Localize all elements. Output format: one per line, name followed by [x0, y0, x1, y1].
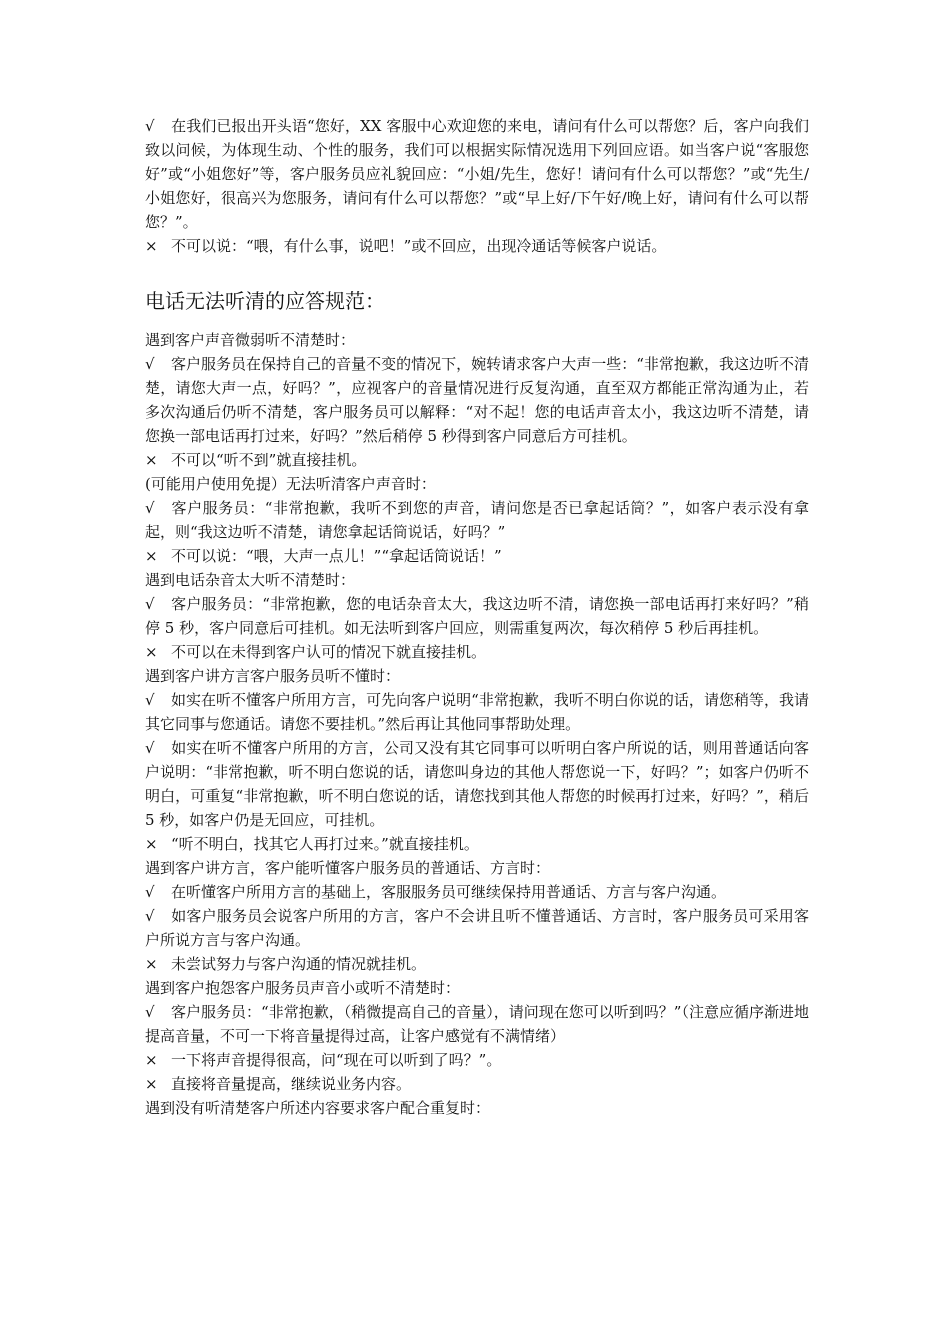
guideline-item	[145, 448, 809, 472]
scenario-heading	[145, 856, 809, 880]
scenario-heading	[145, 664, 809, 688]
guideline-item	[145, 904, 809, 952]
scenario-heading	[145, 328, 809, 352]
check-mark-icon: √	[145, 1003, 155, 1021]
scenario-text: (可能用户使用免提）无法听清客户声音时：	[145, 475, 436, 493]
guideline-text: 一下将声音提得很高，问“现在可以听到了吗？”。	[171, 1051, 502, 1069]
check-mark-icon: √	[145, 499, 155, 517]
guideline-item	[145, 352, 809, 448]
check-mark-icon: √	[145, 739, 155, 757]
guideline-text: 客户服务员：“非常抱歉，（稍微提高自己的音量），请问现在您可以听到吗？”（注意应循序渐进地提高音量，不可一下将音量提得过高，让客户感觉有不满情绪）	[145, 1003, 809, 1045]
guideline-item	[145, 880, 809, 904]
scenario-text: 遇到客户讲方言客户服务员听不懂时：	[145, 667, 401, 685]
guideline-text: 直接将音量提高，继续说业务内容。	[171, 1075, 412, 1093]
intro-text: 不可以说：“喂，有什么事，说吧！”或不回应，出现冷通话等候客户说话。	[171, 237, 667, 255]
cross-mark-icon: ×	[145, 237, 158, 255]
guideline-text: 不可以“听不到”就直接挂机。	[171, 451, 367, 469]
check-mark-icon: √	[145, 117, 155, 135]
guideline-item	[145, 544, 809, 568]
scenario-text: 遇到客户声音微弱听不清楚时：	[145, 331, 356, 349]
guideline-text: 客户服务员：“非常抱歉，我听不到您的声音，请问您是否已拿起话筒？”，如客户表示没有拿起，则“我这边听不清楚，请您拿起话筒说话，好吗？”	[145, 499, 809, 541]
guideline-item	[145, 1000, 809, 1048]
guideline-item	[145, 592, 809, 640]
guideline-item	[145, 1072, 809, 1096]
scenario-heading	[145, 976, 809, 1000]
cross-mark-icon: ×	[145, 547, 158, 565]
check-mark-icon: √	[145, 883, 155, 901]
guideline-text: 如实在听不懂客户所用的方言，公司又没有其它同事可以听明白客户所说的话，则用普通话向客户说明：“非常抱歉，听不明白您说的话，请您叫身边的其他人帮您说一下，好吗？”；如客户仍听不明白，可重复“非常抱歉，听不明白您说的话，请您找到其他人帮您的时候再打过来，好吗？”，稍后 5 秒，如客户仍是无回应，可挂机。	[145, 739, 809, 829]
document-page	[145, 114, 809, 1120]
cross-mark-icon: ×	[145, 835, 158, 853]
check-mark-icon: √	[145, 355, 155, 373]
cross-mark-icon: ×	[145, 1051, 158, 1069]
check-mark-icon: √	[145, 595, 155, 613]
guideline-text: 不可以说：“喂，大声一点儿！”“拿起话筒说话！”	[171, 547, 502, 565]
guideline-text: “听不明白，找其它人再打过来。”就直接挂机。	[171, 835, 479, 853]
guideline-text: 客户服务员：“非常抱歉，您的电话杂音太大，我这边听不清，请您换一部电话再打来好吗？”稍停 5 秒，客户同意后可挂机。如无法听到客户回应，则需重复两次，每次稍停 5 秒后再挂机。	[145, 595, 809, 637]
guideline-text: 在听懂客户所用方言的基础上，客服服务员可继续保持用普通话、方言与客户沟通。	[171, 883, 727, 901]
guideline-item	[145, 832, 809, 856]
guideline-item	[145, 640, 809, 664]
scenario-heading	[145, 472, 809, 496]
cross-mark-icon: ×	[145, 1075, 158, 1093]
section-title: 电话无法听清的应答规范：	[145, 289, 385, 313]
scenario-text: 遇到电话杂音太大听不清楚时：	[145, 571, 356, 589]
cross-mark-icon: ×	[145, 643, 158, 661]
cross-mark-icon: ×	[145, 451, 158, 469]
check-mark-icon: √	[145, 691, 155, 709]
guideline-text: 如客户服务员会说客户所用的方言，客户不会讲且听不懂普通话、方言时，客户服务员可采用客户所说方言与客户沟通。	[145, 907, 809, 949]
guideline-text: 不可以在未得到客户认可的情况下就直接挂机。	[171, 643, 487, 661]
intro-item	[145, 114, 809, 234]
scenario-text: 遇到没有听清楚客户所述内容要求客户配合重复时：	[145, 1099, 491, 1117]
guideline-item	[145, 1048, 809, 1072]
intro-text: 在我们已报出开头语“您好，XX 客服中心欢迎您的来电，请问有什么可以帮您？后，客户向我们致以问候，为体现生动、个性的服务，我们可以根据实际情况选用下列回应语。如当客户说“客服您好”或“小姐您好”等，客户服务员应礼貌回应：“小姐/先生，您好！请问有什么可以帮您？”或“先生/小姐您好，很高兴为您服务，请问有什么可以帮您？”或“早上好/下午好/晚上好，请问有什么可以帮您？”。	[145, 117, 809, 231]
scenario-heading	[145, 568, 809, 592]
cross-mark-icon: ×	[145, 955, 158, 973]
scenario-text: 遇到客户讲方言，客户能听懂客户服务员的普通话、方言时：	[145, 859, 551, 877]
guideline-item	[145, 736, 809, 832]
intro-item	[145, 234, 809, 258]
guideline-text: 如实在听不懂客户所用方言，可先向客户说明“非常抱歉，我听不明白你说的话，请您稍等，我请其它同事与您通话。请您不要挂机。”然后再让其他同事帮助处理。	[145, 691, 809, 733]
guideline-text: 未尝试努力与客户沟通的情况就挂机。	[171, 955, 427, 973]
check-mark-icon: √	[145, 907, 155, 925]
scenario-text: 遇到客户抱怨客户服务员声音小或听不清楚时：	[145, 979, 461, 997]
guideline-item	[145, 688, 809, 736]
guideline-item	[145, 952, 809, 976]
guideline-text: 客户服务员在保持自己的音量不变的情况下，婉转请求客户大声一些：“非常抱歉，我这边听不清楚，请您大声一点，好吗？”，应视客户的音量情况进行反复沟通，直至双方都能正常沟通为止，若多次沟通后仍听不清楚，客户服务员可以解释：“对不起！您的电话声音太小，我这边听不清楚，请您换一部电话再打过来，好吗？”然后稍停 5 秒得到客户同意后方可挂机。	[145, 355, 809, 445]
scenario-heading	[145, 1096, 809, 1120]
guideline-item	[145, 496, 809, 544]
